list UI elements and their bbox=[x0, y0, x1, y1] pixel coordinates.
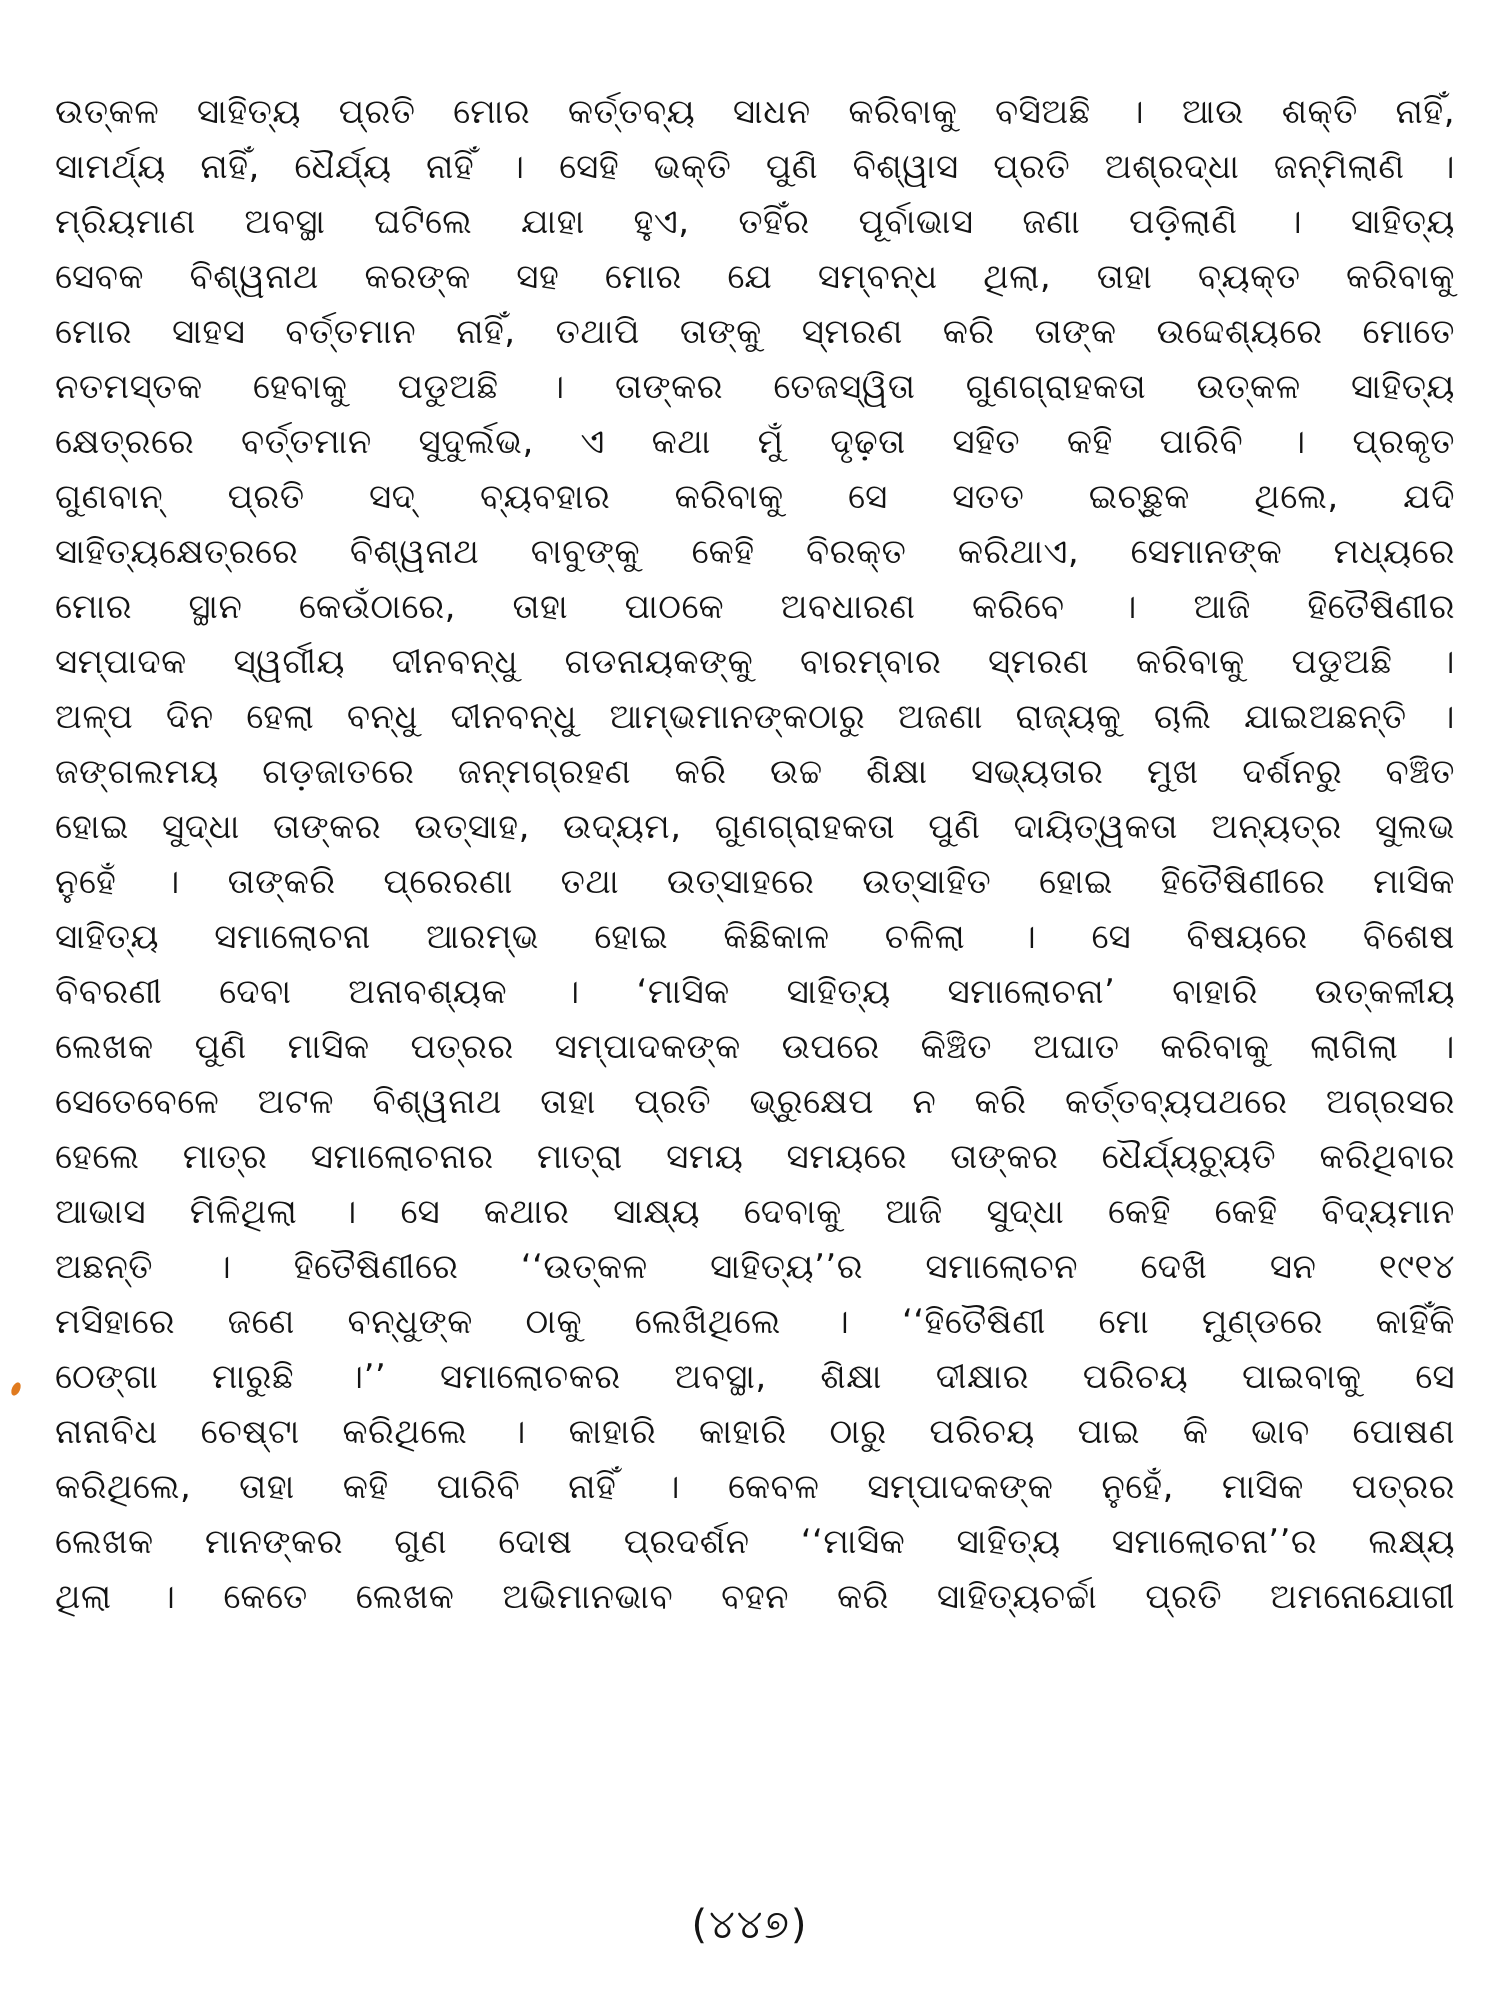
text-line: ମ୍ରିୟମାଣ ଅବସ୍ଥା ଘଟିଲେ ଯାହା ହୁଏ, ତହିଁର ପୂର୍ବାଭାସ ଜଣା ପଡ଼ିଲାଣି । ସାହିତ୍ୟ bbox=[55, 202, 1455, 242]
text-line: ଥିଲା । କେତେ ଲେଖକ ଅଭିମାନଭାବ ବହନ କରି ସାହିତ୍ୟଚର୍ଚ୍ଚା ପ୍ରତି ଅମନୋଯୋଗୀ bbox=[55, 1577, 1455, 1617]
body-text bbox=[55, 85, 1455, 1625]
text-line: କରିଥିଲେ, ତାହା କହି ପାରିବି ନାହିଁ । କେବଳ ସମ୍ପାଦକଙ୍କ ନୁହେଁ, ମାସିକ ପତ୍ରର bbox=[55, 1467, 1455, 1507]
text-line: ହେଲେ ମାତ୍ର ସମାଲୋଚନାର ମାତ୍ରା ସମୟ ସମୟରେ ତାଙ୍କର ଧୈର୍ଯ୍ୟଚ୍ୟୁତି କରିଥିବାର bbox=[55, 1137, 1455, 1177]
text-line: ଠେଙ୍ଗା ମାରୁଛି ।’’ ସମାଲୋଚକର ଅବସ୍ଥା, ଶିକ୍ଷା ଦୀକ୍ଷାର ପରିଚୟ ପାଇବାକୁ ସେ bbox=[55, 1357, 1455, 1397]
text-line: ଗୁଣବାନ୍ ପ୍ରତି ସଦ୍ ବ୍ୟବହାର କରିବାକୁ ସେ ସତତ ଇଚ୍ଛୁକ ଥିଲେ, ଯଦି bbox=[55, 477, 1455, 517]
text-line: ଅଛନ୍ତି । ହିତୈଷିଣୀରେ ‘‘ଉତ୍କଳ ସାହିତ୍ୟ’’ର ସମାଲୋଚନ ଦେଖି ସନ ୧୯୧୪ bbox=[55, 1247, 1455, 1287]
text-line: ସମ୍ପାଦକ ସ୍ୱର୍ଗୀୟ ଦୀନବନ୍ଧୁ ଗଡନାୟକଙ୍କୁ ବାରମ୍ବାର ସ୍ମରଣ କରିବାକୁ ପଡୁଅଛି । bbox=[55, 642, 1455, 682]
text-line: ସେବକ ବିଶ୍ୱନାଥ କରଙ୍କ ସହ ମୋର ଯେ ସମ୍ବନ୍ଧ ଥିଲା, ତାହା ବ୍ୟକ୍ତ କରିବାକୁ bbox=[55, 257, 1455, 297]
text-line: ହୋଇ ସୁଦ୍ଧା ତାଙ୍କର ଉତ୍ସାହ, ଉଦ୍ୟମ, ଗୁଣଗ୍ରାହକତା ପୁଣି ଦାୟିତ୍ୱକତା ଅନ୍ୟତ୍ର ସୁଲଭ bbox=[55, 807, 1455, 847]
text-line: ଉତ୍କଳ ସାହିତ୍ୟ ପ୍ରତି ମୋର କର୍ତ୍ତବ୍ୟ ସାଧନ କରିବାକୁ ବସିଅଛି । ଆଉ ଶକ୍ତି ନାହିଁ, bbox=[55, 92, 1455, 132]
text-line: ସାହିତ୍ୟ ସମାଲୋଚନା ଆରମ୍ଭ ହୋଇ କିଛିକାଳ ଚଳିଲା । ସେ ବିଷୟରେ ବିଶେଷ bbox=[55, 917, 1455, 957]
text-line: ବିବରଣୀ ଦେବା ଅନାବଶ୍ୟକ । ‘ମାସିକ ସାହିତ୍ୟ ସମାଲୋଚନା’ ବାହାରି ଉତ୍କଳୀୟ bbox=[55, 972, 1455, 1012]
text-line: ଲେଖକ ମାନଙ୍କର ଗୁଣ ଦୋଷ ପ୍ରଦର୍ଶନ ‘‘ମାସିକ ସାହିତ୍ୟ ସମାଲୋଚନା’’ର ଲକ୍ଷ୍ୟ bbox=[55, 1522, 1455, 1562]
text-line: ନତମସ୍ତକ ହେବାକୁ ପଡୁଅଛି । ତାଙ୍କର ତେଜସ୍ୱିତା ଗୁଣଗ୍ରାହକତା ଉତ୍କଳ ସାହିତ୍ୟ bbox=[55, 367, 1455, 407]
text-line: ଲେଖକ ପୁଣି ମାସିକ ପତ୍ରର ସମ୍ପାଦକଙ୍କ ଉପରେ କିଞ୍ଚିତ ଅଘାତ କରିବାକୁ ଲାଗିଲା । bbox=[55, 1027, 1455, 1067]
page-number: (୪୪୭) bbox=[691, 1902, 809, 1948]
text-line: ସାମର୍ଥ୍ୟ ନାହିଁ, ଧୈର୍ଯ୍ୟ ନାହିଁ । ସେହି ଭକ୍ତି ପୁଣି ବିଶ୍ୱାସ ପ୍ରତି ଅଶ୍ରଦ୍ଧା ଜନ୍ମିଲାଣି । bbox=[55, 147, 1455, 187]
text-line: ମୋର ସ୍ଥାନ କେଉଁଠାରେ, ତାହା ପାଠକେ ଅବଧାରଣ କରିବେ । ଆଜି ହିତୈଷିଣୀର bbox=[55, 587, 1455, 627]
text-line: ଜଙ୍ଗଲମୟ ଗଡ଼ଜାତରେ ଜନ୍ମଗ୍ରହଣ କରି ଉଚ୍ଚ ଶିକ୍ଷା ସଭ୍ୟତାର ମୁଖ ଦର୍ଶନରୁ ବଞ୍ଚିତ bbox=[55, 752, 1455, 792]
text-line: ନାନାବିଧ ଚେଷ୍ଟା କରିଥିଲେ । କାହାରି କାହାରି ଠାରୁ ପରିଚୟ ପାଇ କି ଭାବ ପୋଷଣ bbox=[55, 1412, 1455, 1452]
text-line: ନୁହେଁ । ତାଙ୍କରି ପ୍ରେରଣା ତଥା ଉତ୍ସାହରେ ଉତ୍ସାହିତ ହୋଇ ହିତୈଷିଣୀରେ ମାସିକ bbox=[55, 862, 1455, 902]
text-line: ମସିହାରେ ଜଣେ ବନ୍ଧୁଙ୍କ ଠାକୁ ଲେଖିଥିଲେ । ‘‘ହିତୈଷିଣୀ ମୋ ମୁଣ୍ଡରେ କାହିଁକି bbox=[55, 1302, 1455, 1342]
text-line: କ୍ଷେତ୍ରରେ ବର୍ତ୍ତମାନ ସୁଦୁର୍ଲଭ, ଏ କଥା ମୁଁ ଦୃଢ଼ତା ସହିତ କହି ପାରିବି । ପ୍ରକୃତ bbox=[55, 422, 1455, 462]
ink-speck bbox=[9, 1381, 22, 1397]
text-line: ଅଳ୍ପ ଦିନ ହେଲା ବନ୍ଧୁ ଦୀନବନ୍ଧୁ ଆମ୍ଭମାନଙ୍କଠାରୁ ଅଜଣା ରାଜ୍ୟକୁ ଚାଲି ଯାଇଅଛନ୍ତି । bbox=[55, 697, 1455, 737]
text-line: ସାହିତ୍ୟକ୍ଷେତ୍ରରେ ବିଶ୍ୱନାଥ ବାବୁଙ୍କୁ କେହି ବିରକ୍ତ କରିଥାଏ, ସେମାନଙ୍କ ମଧ୍ୟରେ bbox=[55, 532, 1455, 572]
text-line: ସେତେବେଳେ ଅଟଳ ବିଶ୍ୱନାଥ ତାହା ପ୍ରତି ଭ୍ରୁକ୍ଷେପ ନ କରି କର୍ତ୍ତବ୍ୟପଥରେ ଅଗ୍ରସର bbox=[55, 1082, 1455, 1122]
text-line: ଆଭାସ ମିଳିଥିଲା । ସେ କଥାର ସାକ୍ଷ୍ୟ ଦେବାକୁ ଆଜି ସୁଦ୍ଧା କେହି କେହି ବିଦ୍ୟମାନ bbox=[55, 1192, 1455, 1232]
text-line: ମୋର ସାହସ ବର୍ତ୍ତମାନ ନାହିଁ, ତଥାପି ତାଙ୍କୁ ସ୍ମରଣ କରି ତାଙ୍କ ଉଦ୍ଦେଶ୍ୟରେ ମୋତେ bbox=[55, 312, 1455, 352]
